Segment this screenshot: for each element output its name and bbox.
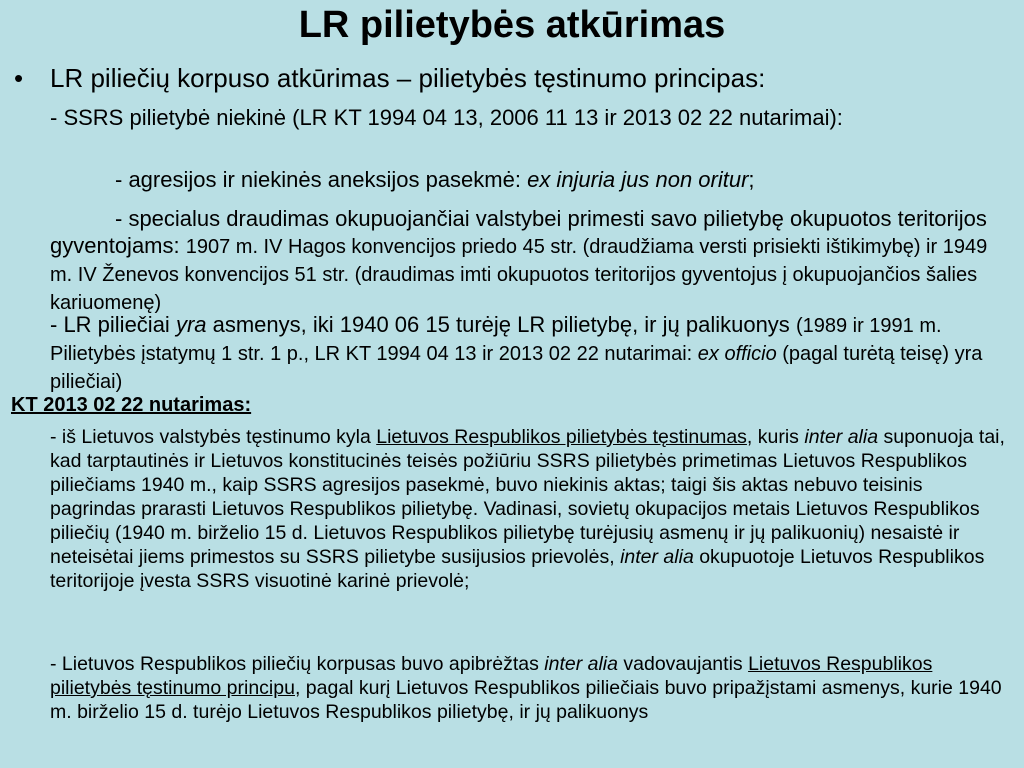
latin-term: inter alia	[544, 653, 618, 675]
slide-title: LR pilietybės atkūrimas	[298, 4, 726, 46]
ruling-heading: KT 2013 02 22 nutarimas:	[11, 394, 252, 416]
paragraph-ruling-corpus	[50, 652, 1010, 724]
paragraph-text: - LR piliečiai	[50, 312, 176, 337]
paragraph-text: okupuotoje Lietuvos Respublikos teritorijoje įvesta SSRS visuotinė karinė prievolė;	[50, 546, 985, 592]
underlined-term: Lietuvos Respublikos pilietybės tęstinumo principu	[50, 653, 933, 699]
paragraph-text: - SSRS pilietybė niekinė (LR KT 1994 04 13, 2006 11 13 ir 2013 02 22 nutarimai):	[50, 105, 843, 130]
paragraph-text: vadovaujantis	[617, 653, 749, 675]
paragraph-text: - specialus draudimas okupuojančiai valstybei primesti savo pilietybę okupuotos teritorijos gyventojams:	[50, 206, 987, 258]
paragraph-citizens	[50, 311, 1010, 395]
paragraph-text: suponuoja tai, kad tarptautinės ir Lietuvos konstitucinės teisės požiūriu SSRS pilietybės primetimas Lietuvos Respublikos piliečiams 1940 m., kaip SSRS agresijos pasekmė, buvo niekinis aktas; taigi šis aktas nebuvo teisinis pagrindas prarasti Lietuvos Respublikos pilietybę. Vadinasi, sovietų okupacijos metais Lietuvos Respublikos piliečių (1940 m. birželio 15 d. Lietuvos Respublikos pilietybę turėjusių asmenų ir jų palikuonių) nesaistė ir neteisėtai jiems primestos su SSRS pilietybe susijusios prievolės,	[50, 426, 1005, 568]
latin-term: ex officio	[697, 343, 777, 365]
paragraph-ruling-continuity	[50, 425, 1010, 593]
paragraph-prohibition	[50, 205, 1010, 316]
paragraph-small-text: 1907 m. IV Hagos konvencijos priedo 45 str. (draudžiama versti prisiekti ištikimybę) ir 1949 m. IV Ženevos konvencijos 51 str. (draudimas imti okupuotos teritorijos gyventojus į okupuojančios šalies kariuomenę)	[50, 236, 988, 314]
paragraph-aggression	[50, 166, 1010, 193]
paragraph-small-text: (1989 ir 1991 m. Pilietybės įstatymų 1 str. 1 p., LR KT 1994 04 13 ir 2013 02 22 nutarimai:	[50, 315, 942, 365]
paragraph-text: asmenys, iki 1940 06 15 turėję LR pilietybę, ir jų palikuonys	[206, 312, 796, 337]
latin-term: inter alia	[620, 546, 694, 568]
paragraph-text: - agresijos ir niekinės aneksijos pasekmė:	[115, 167, 528, 192]
underlined-term: Lietuvos Respublikos pilietybės tęstinumas	[376, 426, 747, 448]
paragraph-text: , pagal kurį Lietuvos Respublikos piliečiais buvo pripažįstami asmenys, kurie 1940 m. birželio 15 d. turėjo Lietuvos Respublikos pilietybę, ir jų palikuonys	[50, 677, 1002, 723]
italic-word: yra	[175, 312, 207, 337]
paragraph-small-text: (pagal turėtą teisę) yra piliečiai)	[50, 343, 983, 393]
latin-term: inter alia	[804, 426, 879, 448]
paragraph-text: , kuris	[746, 426, 805, 448]
bullet-marker: •	[14, 63, 24, 93]
main-bullet-text: LR piliečių korpuso atkūrimas – pilietybės tęstinumo principas:	[50, 63, 766, 93]
latin-maxim: ex injuria jus non oritur	[527, 167, 749, 192]
main-bullet	[14, 62, 1014, 94]
paragraph-text: - iš Lietuvos valstybės tęstinumo kyla	[50, 426, 377, 448]
paragraph-text: - Lietuvos Respublikos piliečių korpusas buvo apibrėžtas	[50, 653, 545, 675]
paragraph-ssrs-nullity	[50, 104, 1010, 131]
paragraph-text: ;	[748, 167, 755, 192]
